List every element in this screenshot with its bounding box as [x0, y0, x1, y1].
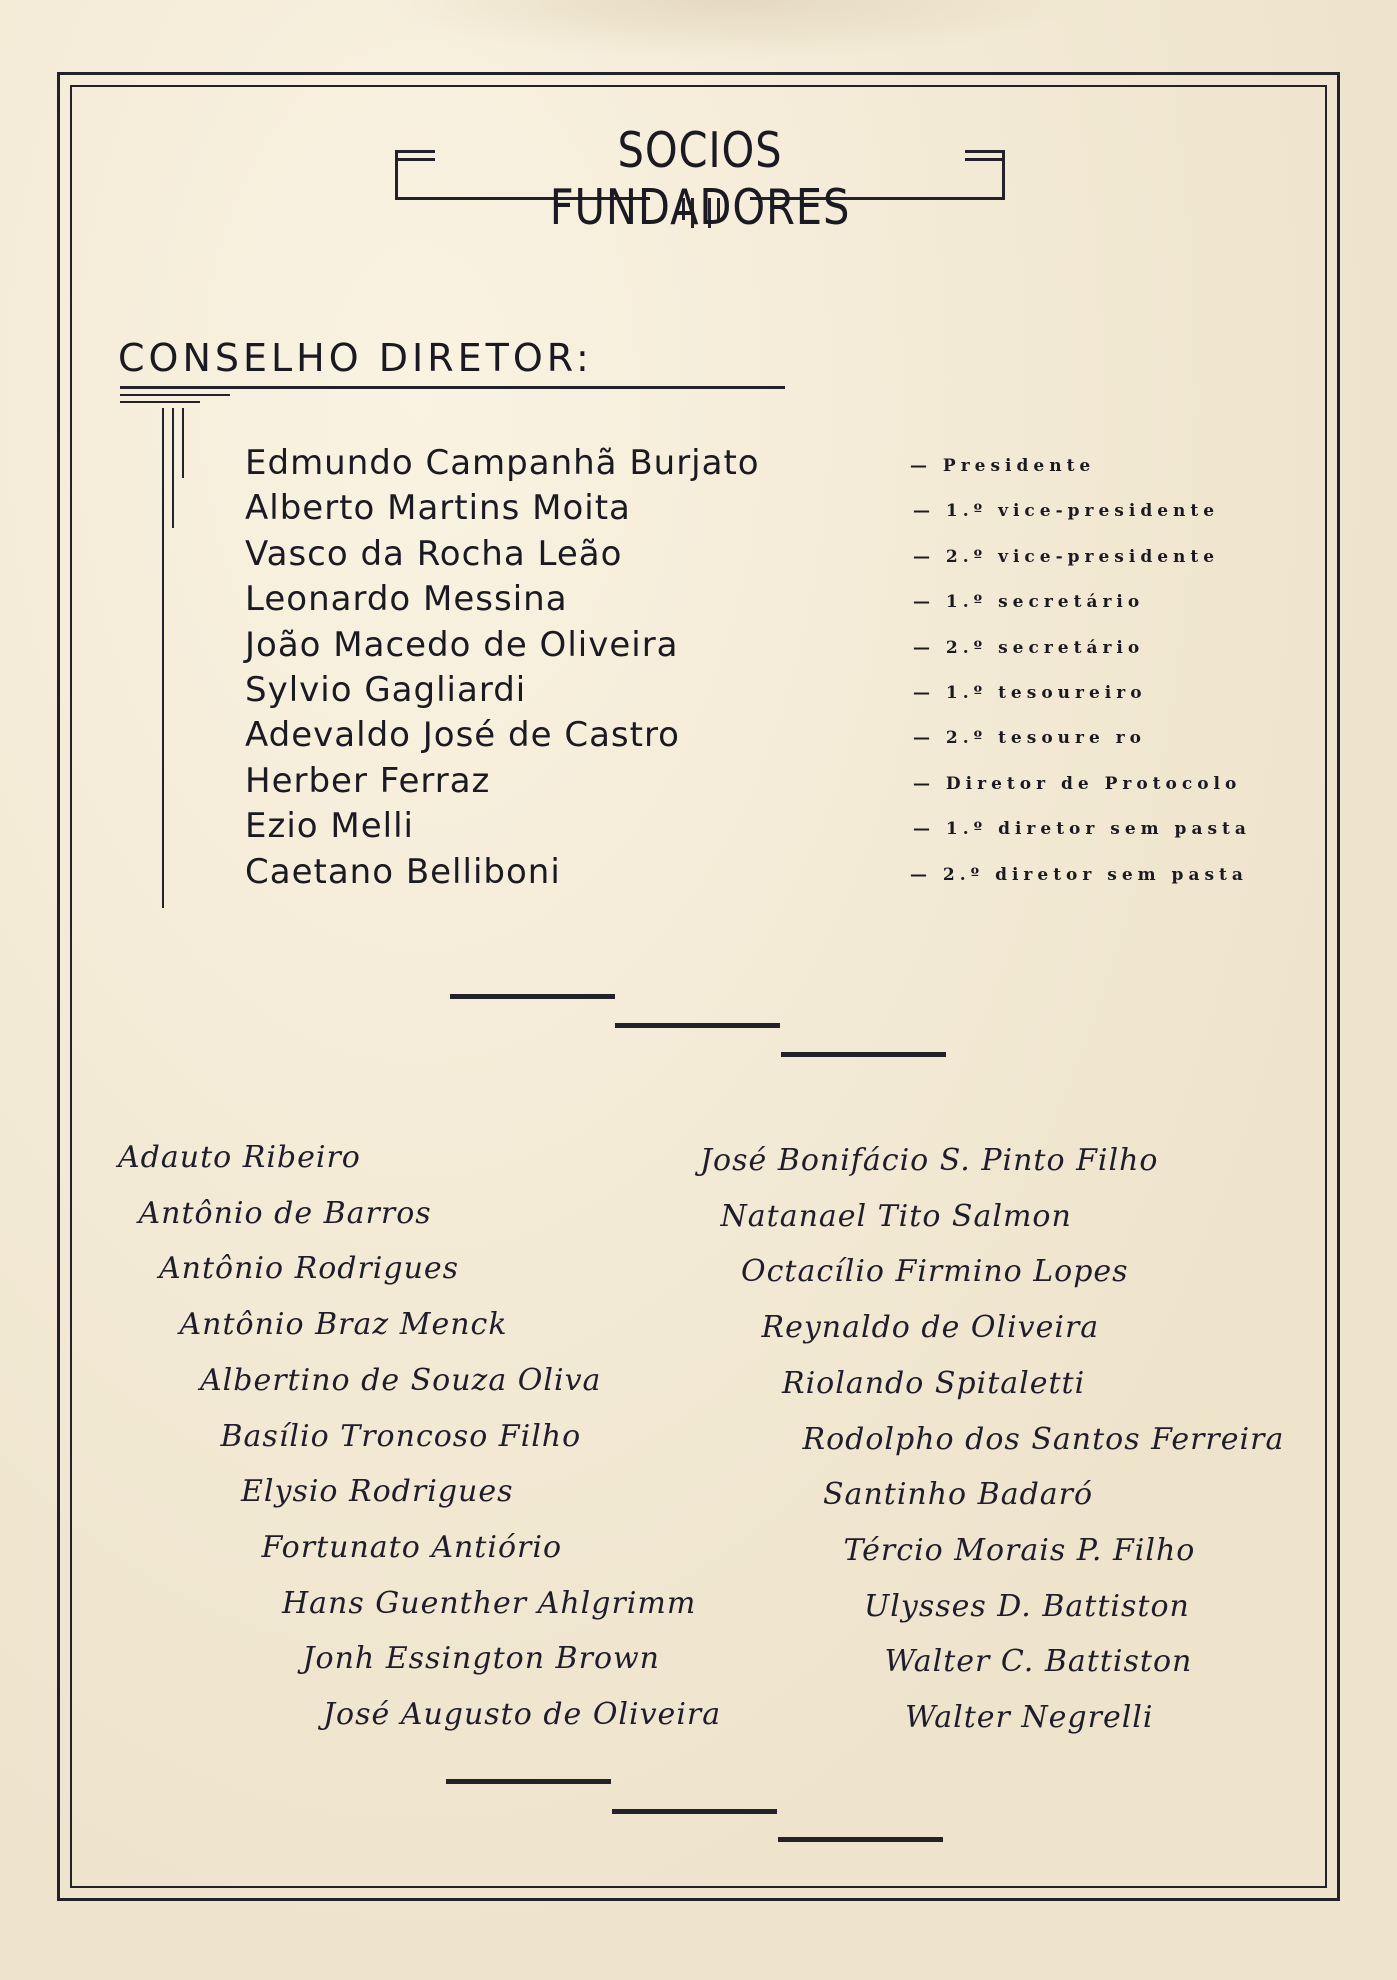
board-member-name: Leonardo Messina: [245, 579, 568, 620]
founder-name-left: Antônio Braz Menck: [179, 1307, 508, 1343]
board-heading: CONSELHO DIRETOR:: [118, 336, 593, 380]
board-member-row: [245, 534, 1295, 580]
board-member-role: — 2.º vice-presidente: [913, 546, 1220, 567]
founder-name-left: Albertino de Souza Oliva: [200, 1362, 602, 1398]
board-member-name: Adevaldo José de Castro: [245, 715, 680, 756]
board-member-role: — 2.º tesoure ro: [913, 728, 1147, 749]
founder-name-right: Octacílio Firmino Lopes: [741, 1254, 1129, 1290]
board-member-name: João Macedo de Oliveira: [245, 624, 679, 665]
ornament-line: [395, 158, 435, 161]
founder-name-right: Reynaldo de Oliveira: [761, 1310, 1100, 1346]
board-member-row: [245, 670, 1295, 716]
divider-bar: [446, 1779, 611, 1784]
founder-name-left: Antônio de Barros: [138, 1195, 432, 1231]
founder-name-right: Ulysses D. Battiston: [864, 1588, 1190, 1624]
divider-bar: [612, 1809, 777, 1814]
board-member-role: — 1.º secretário: [913, 592, 1145, 613]
board-member-row: [245, 806, 1295, 852]
founder-name-left: Adauto Ribeiro: [118, 1140, 361, 1175]
founder-name-right: Rodolpho dos Santos Ferreira: [802, 1421, 1285, 1457]
ornament-line: [395, 150, 435, 153]
heading-underline: [120, 401, 200, 403]
divider-bar: [778, 1837, 943, 1842]
board-vertical-rule: [162, 408, 164, 908]
ornament-line: [965, 150, 1005, 153]
board-member-role: — Diretor de Protocolo: [913, 773, 1242, 794]
board-member-row: [245, 761, 1295, 807]
founder-name-right: Tércio Morais P. Filho: [843, 1532, 1196, 1568]
founder-name-right: Walter C. Battiston: [884, 1644, 1193, 1680]
ornament-line: [1002, 150, 1005, 200]
board-vertical-rule: [172, 408, 174, 528]
founder-name-left: Fortunato Antiório: [261, 1529, 563, 1565]
divider-bar: [781, 1052, 946, 1057]
board-member-name: Edmundo Campanhã Burjato: [245, 443, 760, 483]
board-member-role: — 1.º vice-presidente: [913, 501, 1220, 522]
board-member-name: Ezio Melli: [245, 806, 414, 847]
board-member-name: Vasco da Rocha Leão: [245, 533, 623, 574]
founder-name-left: Basílio Troncoso Filho: [220, 1418, 582, 1454]
board-member-row: [245, 579, 1295, 625]
board-member-row: [245, 443, 1295, 489]
founder-name-right: José Bonifácio S. Pinto Filho: [700, 1143, 1159, 1178]
ornament-line: [965, 158, 1005, 161]
board-member-role: — 1.º tesoureiro: [913, 683, 1147, 703]
divider-bar: [450, 994, 615, 999]
board-member-row: [245, 715, 1295, 761]
board-member-role: — 2.º diretor sem pasta: [910, 864, 1248, 885]
board-member-name: Herber Ferraz: [245, 760, 491, 801]
founder-name-right: Natanael Tito Salmon: [720, 1198, 1072, 1234]
founder-name-left: Elysio Rodrigues: [241, 1474, 514, 1510]
board-member-name: Alberto Martins Moita: [245, 488, 631, 529]
board-member-role: — 2.º secretário: [913, 637, 1145, 658]
board-vertical-rule: [182, 408, 184, 478]
board-member-row: [245, 852, 1295, 898]
heading-underline: [120, 394, 230, 396]
page-title: SOCIOS FUNDADORES: [549, 122, 851, 236]
founder-name-right: Santinho Badaró: [823, 1477, 1094, 1513]
board-member-name: Caetano Belliboni: [245, 851, 561, 892]
divider-bar: [615, 1023, 780, 1028]
heading-underline: [120, 386, 785, 389]
founder-name-right: Riolando Spitaletti: [782, 1365, 1086, 1401]
founder-name-left: Jonh Essington Brown: [302, 1641, 660, 1677]
board-member-row: [245, 625, 1295, 671]
paper-stain: [380, 0, 1080, 60]
founder-name-left: José Augusto de Oliveira: [323, 1697, 722, 1732]
founder-name-left: Hans Guenther Ahlgrimm: [282, 1585, 697, 1621]
founder-name-left: Antônio Rodrigues: [159, 1251, 460, 1287]
founder-name-right: Walter Negrelli: [905, 1700, 1154, 1735]
board-member-role: — 1.º diretor sem pasta: [913, 819, 1251, 840]
board-member-role: — Presidente: [910, 456, 1096, 476]
board-member-row: [245, 488, 1295, 534]
board-member-name: Sylvio Gagliardi: [245, 670, 527, 710]
ornament-line: [395, 150, 398, 200]
title-ornament: [385, 120, 1015, 236]
